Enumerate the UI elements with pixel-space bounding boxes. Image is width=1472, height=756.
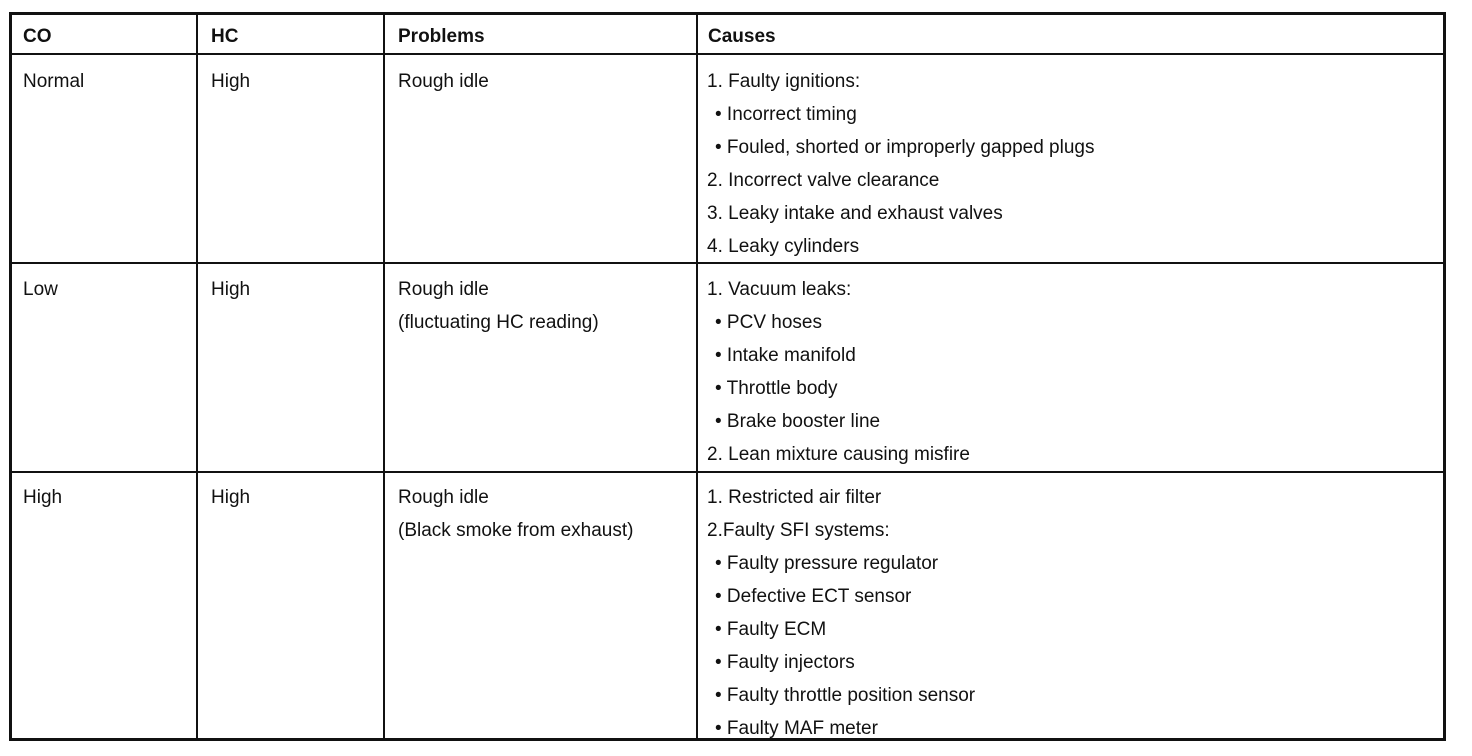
row3-hc: High <box>211 487 251 508</box>
cause-line: 1. Faulty ignitions: <box>707 71 861 92</box>
header-co: CO <box>23 26 52 47</box>
row2-causes <box>707 273 970 471</box>
row3-causes <box>707 481 975 745</box>
problem-line: (fluctuating HC reading) <box>398 312 599 333</box>
row1-problems <box>398 65 489 98</box>
row2-co: Low <box>23 279 58 300</box>
header-causes: Causes <box>708 26 776 47</box>
row1-hc: High <box>211 71 251 92</box>
cause-line: 1. Vacuum leaks: <box>707 279 852 300</box>
diagnosis-table <box>9 12 1446 741</box>
cause-line: 2. Lean mixture causing misfire <box>707 444 970 465</box>
cause-line: 2. Incorrect valve clearance <box>707 170 940 191</box>
row1-causes <box>707 65 1094 263</box>
row2-hc: High <box>211 279 251 300</box>
cause-line: 4. Leaky cylinders <box>707 236 860 257</box>
header-divider <box>12 53 1443 55</box>
column-divider <box>383 15 385 738</box>
cause-line: • Faulty injectors <box>715 652 855 673</box>
cause-line: • Intake manifold <box>715 345 856 366</box>
problem-line: Rough idle <box>398 71 489 92</box>
row2-problems <box>398 273 599 339</box>
cause-line: • Brake booster line <box>715 411 881 432</box>
row-divider <box>12 471 1443 473</box>
cause-line: • Faulty pressure regulator <box>715 553 939 574</box>
row3-co: High <box>23 487 63 508</box>
column-divider <box>696 15 698 738</box>
problem-line: Rough idle <box>398 487 489 508</box>
problem-line: (Black smoke from exhaust) <box>398 520 634 541</box>
cause-line: 1. Restricted air filter <box>707 487 882 508</box>
column-divider <box>196 15 198 738</box>
cause-line: • Faulty ECM <box>715 619 827 640</box>
cause-line: • PCV hoses <box>715 312 822 333</box>
cause-line: • Faulty MAF meter <box>715 718 878 739</box>
cause-line: 2.Faulty SFI systems: <box>707 520 890 541</box>
cause-line: • Fouled, shorted or improperly gapped plugs <box>715 137 1095 158</box>
cause-line: 3. Leaky intake and exhaust valves <box>707 203 1003 224</box>
cause-line: • Defective ECT sensor <box>715 586 912 607</box>
header-problems: Problems <box>398 26 485 47</box>
row3-problems <box>398 481 633 547</box>
cause-line: • Faulty throttle position sensor <box>715 685 976 706</box>
problem-line: Rough idle <box>398 279 489 300</box>
cause-line: • Incorrect timing <box>715 104 857 125</box>
cause-line: • Throttle body <box>715 378 838 399</box>
row1-co: Normal <box>23 71 85 92</box>
header-hc: HC <box>211 26 239 47</box>
